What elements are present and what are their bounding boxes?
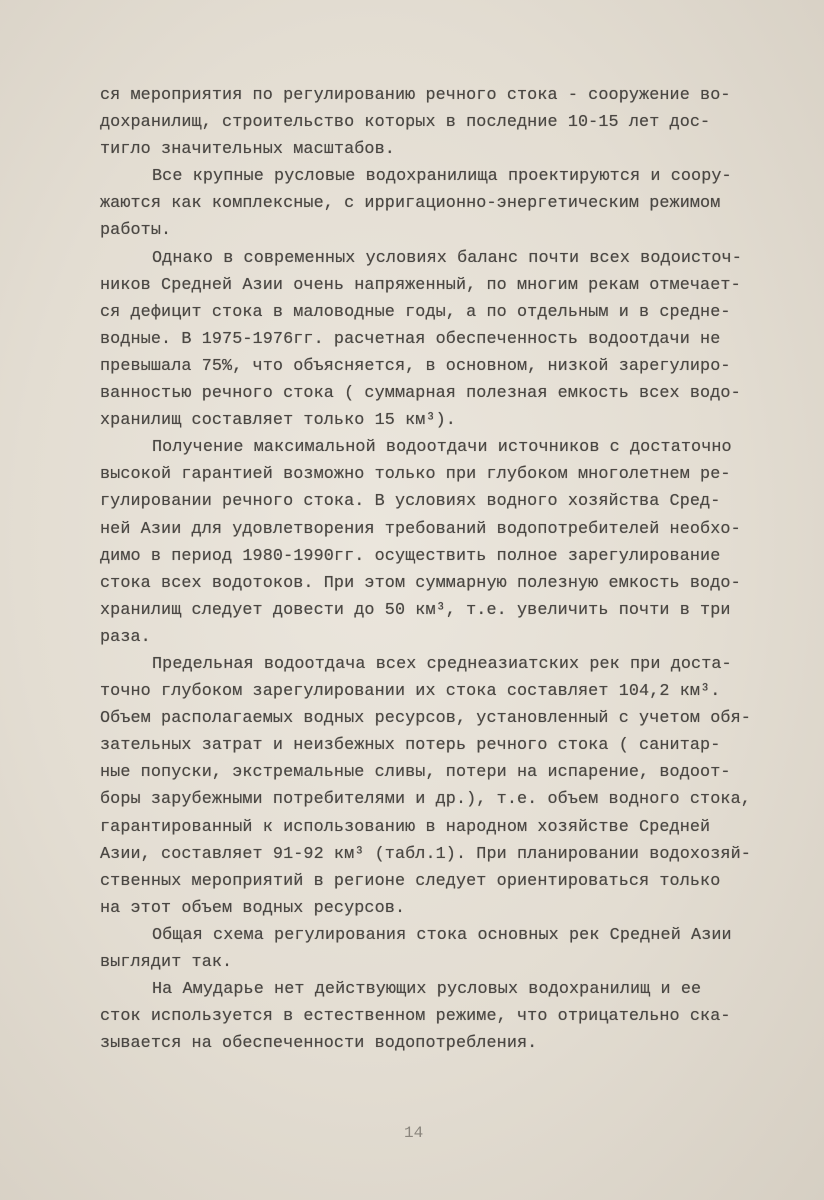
paragraph — [100, 163, 790, 244]
text-line: Общая схема регулирования стока основных рек Средней Азии — [152, 925, 732, 945]
text-line: гулировании речного стока. В условиях водного хозяйства Сред- — [100, 492, 721, 512]
text-line: выглядит так. — [100, 953, 233, 972]
paragraph — [100, 434, 790, 651]
text-line: дохранилищ, строительство которых в последние 10-15 лет дос- — [100, 113, 711, 133]
text-line: ванностью речного стока ( суммарная полезная емкость всех водо- — [100, 384, 741, 404]
text-line: Объем располагаемых водных ресурсов, установленный с учетом обя- — [100, 709, 751, 729]
text-line: ся мероприятия по регулированию речного стока - сооружение во- — [100, 86, 731, 105]
paragraph — [100, 82, 790, 163]
text-line: Получение максимальной водоотдачи источников с достаточно — [152, 438, 732, 458]
text-line: ней Азии для удовлетворения требований водопотребителей необхо- — [100, 519, 741, 539]
paragraph — [100, 245, 790, 435]
text-line: превышала 75%, что объясняется, в основном, низкой зарегулиро- — [100, 356, 731, 376]
text-line: раза. — [100, 627, 151, 647]
text-line: ные попуски, экстремальные сливы, потери на испарение, водоот- — [100, 763, 731, 783]
text-line: димо в период 1980-1990гг. осуществить полное зарегулирование — [100, 546, 721, 566]
paragraph — [100, 976, 790, 1057]
text-line: гарантированный к использованию в народном хозяйстве Средней — [100, 817, 711, 837]
text-line: хранилищ следует довести до 50 км³, т.е. увеличить почти в три — [100, 600, 731, 620]
text-line: Предельная водоотдача всех среднеазиатских рек при доста- — [152, 654, 732, 674]
text-line: Азии, составляет 91-92 км³ (табл.1). При планировании водохозяй- — [100, 844, 751, 864]
text-line: высокой гарантией возможно только при глубоком многолетнем ре- — [100, 465, 731, 485]
text-line: Все крупные русловые водохранилища проектируются и соору- — [152, 167, 732, 187]
text-line: Однако в современных условиях баланс почти всех водоисточ- — [152, 248, 742, 268]
text-line: зывается на обеспеченности водопотребления. — [100, 1034, 538, 1054]
text-line: ственных мероприятий в регионе следует ориентироваться только — [100, 871, 721, 891]
text-line: боры зарубежными потребителями и др.), т.е. объем водного стока, — [100, 790, 751, 810]
text-line: тигло значительных масштабов. — [100, 140, 395, 160]
paragraph — [100, 651, 790, 922]
text-line: ников Средней Азии очень напряженный, по многим рекам отмечает- — [100, 275, 741, 295]
text-line: водные. В 1975-1976гг. расчетная обеспеченность водоотдачи не — [100, 329, 721, 349]
text-line: точно глубоком зарегулировании их стока составляет 104,2 км³. — [100, 682, 721, 702]
text-line: На Амударье нет действующих русловых водохранилищ и ее — [152, 980, 702, 1000]
text-line: сток используется в естественном режиме, что отрицательно ска- — [100, 1007, 731, 1027]
text-line: работы. — [100, 221, 172, 241]
document-body — [100, 82, 790, 1057]
text-line: жаются как комплексные, с ирригационно-энергетическим режимом — [100, 194, 721, 214]
text-line: на этот объем водных ресурсов. — [100, 898, 406, 918]
text-line: зательных затрат и неизбежных потерь речного стока ( санитар- — [100, 736, 721, 756]
paragraph — [100, 922, 790, 976]
text-line: стока всех водотоков. При этом суммарную полезную емкость водо- — [100, 573, 741, 593]
text-line: хранилищ составляет только 15 км³). — [100, 411, 456, 431]
text-line: ся дефицит стока в маловодные годы, а по отдельным и в средне- — [100, 302, 731, 322]
page-number: 14 — [404, 1124, 424, 1142]
